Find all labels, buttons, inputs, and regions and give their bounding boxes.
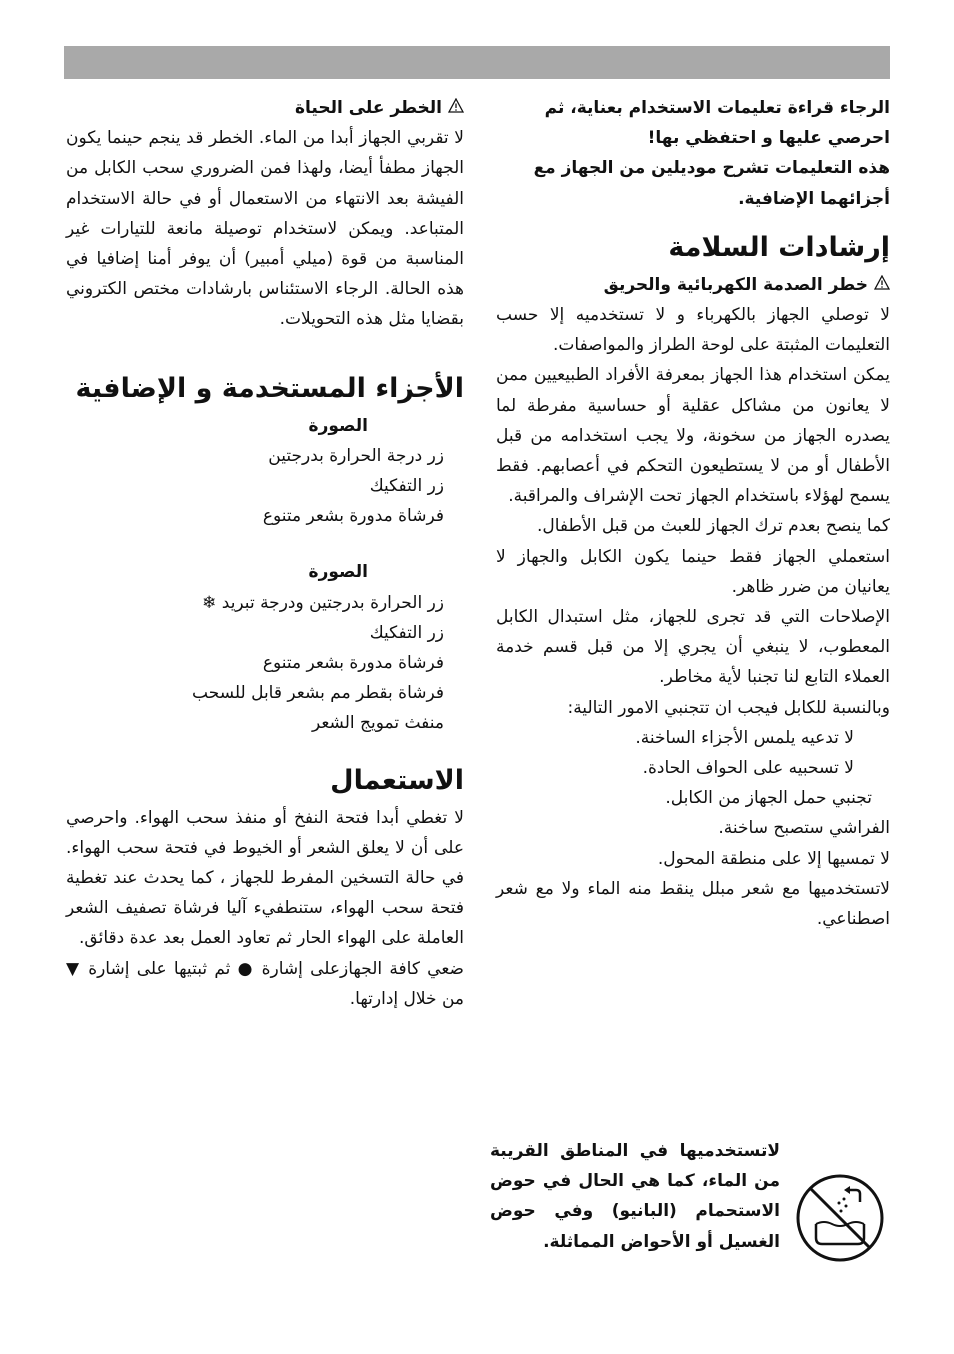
figure-label: الصورة [308, 562, 368, 583]
safety-paragraph: الإصلاحات التي قد تجرى للجهاز، مثل استبدال الكابل المعطوب، لا ينبغي أن يجري إلا من قبل قسم خدمة العملاء التابع لنا تجنبا لأية مخاطر. [496, 607, 890, 688]
safety-heading: إرشادات السلامة [668, 231, 890, 263]
intro-line: الرجاء قراءة تعليمات الاستخدام بعناية، ثم [544, 98, 890, 118]
safety-paragraph: كما ينصح بعدم ترك الجهاز للعبث من قبل الأطفال. [536, 516, 890, 537]
part-item: فرشاة مدورة بشعر متنوع [262, 653, 444, 674]
cable-item: لا تدعيه يلمس الأجزاء الساخنة. [635, 727, 854, 748]
safety-paragraph: يمكن استخدام هذا الجهاز بمعرفة الأفراد الطبيعيين ممن لا يعانون من مشاكل عقلية أو حساسية مفرطة لما يصدره الجهاز من سخونة، ولا يجب استخدامه من قبل الأطفال أو من لا يستطيعون التحكم في أعصابهم. فقط يسمح لهؤلاء باستخدام الجهاز تحت الإشراف والمراقبة. [496, 365, 890, 507]
intro-line: هذه التعليمات تشرح موديلين من الجهاز مع [533, 158, 890, 179]
intro-line: احرصي عليها و احتفظي بها! [647, 128, 890, 149]
left-column [66, 93, 464, 1014]
intro-line: أجزائهما الإضافية. [738, 188, 890, 209]
warning-triangle-icon [874, 270, 890, 300]
part-item: زر درجة الحرارة بدرجتين [268, 445, 444, 466]
shock-warning-title: خطر الصدمة الكهربائية والحريق [603, 274, 868, 295]
cable-item: لا تسحبيه على الحواف الحادة. [642, 758, 854, 779]
part-item: زر التفكيك [369, 476, 444, 497]
use-paragraph: لا تغطي أبدا فتحة النفخ أو منفذ سحب الهواء. واحرصي على أن لا يعلق الشعر أو الخيوط في فتحة سحب الهواء. في حالة التسخين المفرط للجهاز ، كما يحدث عند تغطية فتحة سحب الهواء، ستنطفيء آليا فرشاة تصفيف الشعر العاملة على الهواء الحار ثم تعاود العمل بعد عدة دقائق. [66, 807, 464, 949]
part-item: زر الحرارة بدرجتين ودرجة تبريد ❄ [202, 592, 444, 613]
brushes-hot: الفراشي ستصبح ساخنة. [718, 818, 890, 839]
parts-heading: الأجزاء المستخدمة و الإضافية [75, 372, 464, 404]
warning-triangle-icon [448, 93, 464, 123]
part-item: فرشاة مدورة بشعر متنوع [262, 506, 444, 527]
header-bar [64, 46, 890, 79]
part-item: زر التفكيك [369, 622, 444, 643]
safety-paragraph: لا توصلي الجهاز بالكهرباء و لا تستخدميه إلا حسب التعليمات المثبتة على لوحة الطراز والمواصفات. [496, 305, 890, 356]
cable-item: تجنبي حمل الجهاز من الكابل. [665, 788, 872, 809]
use-heading: الاستعمال [330, 764, 464, 796]
touch-only-handle: لا تمسيها إلا على منطقة المحول. [657, 848, 890, 869]
right-column [496, 93, 890, 934]
safety-paragraph: استعملي الجهاز فقط حينما يكون الكابل والجهاز لا يعانيان من ضرر ظاهر. [496, 546, 890, 597]
wet-hair-warning: لاتستخدميها مع شعر مبلل ينقط منه الماء ولا مع شعر اصطناعي. [496, 878, 890, 930]
cable-intro: وبالنسبة للكابل فيجب ان تتجنبي الامور التالية: [567, 697, 890, 718]
figure-label: الصورة [308, 415, 368, 436]
part-item: منفث تمويج الشعر [311, 713, 444, 734]
part-item: فرشاة بقطر مم بشعر قابل للسحب [192, 683, 444, 704]
shock-warning [496, 270, 890, 300]
use-paragraph: ضعي كافة الجهازعلى إشارة ● ثم ثبتيها على إشارة ▼ من خلال إدارتها. [66, 958, 464, 1009]
water-warning-text: لاتستخدميها في المناطق القريبة من الماء، كما هي الحال في حوض الاستحمام (البانيو) وفي حوض الغسيل أو الأحواض المماثلة. [490, 1141, 780, 1252]
life-warning [66, 93, 464, 123]
life-warning-text: لا تقربي الجهاز أبدا من الماء. الخطر قد ينجم حينما يكون الجهاز مطفأ أيضا، ولهذا فمن الضروري سحب الكابل من الفيشة بعد الانتهاء من الاستعمال أو في حالة الاستخدام المتباعد. ويمكن لاستخدام توصيلة مانعة للتيارات غير المناسبة من قوة (ميلي أمبير) أن يوفر أمنا إضافيا في هذه الحالة. الرجاء الاستئناس بارشادات مختص الكتروني بقضايا مثل هذه التحويلات. [66, 128, 464, 330]
no-water-bath-icon [794, 1172, 886, 1264]
life-warning-title: الخطر على الحياة [294, 98, 442, 118]
water-warning-box [490, 1136, 890, 1296]
